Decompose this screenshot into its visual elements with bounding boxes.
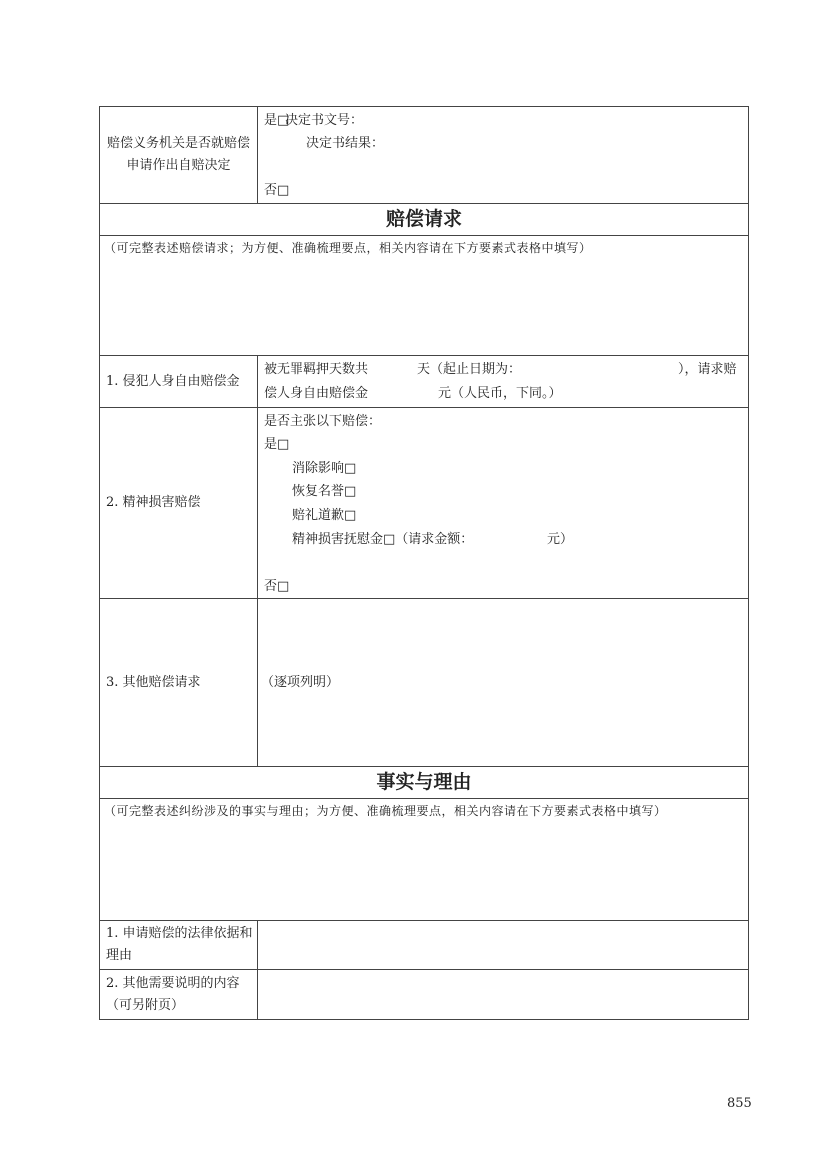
claim-section-title: 赔偿请求	[385, 208, 462, 230]
claim-other-row	[99, 599, 749, 767]
claim-freedom-row	[99, 356, 749, 408]
facts-other-notes-row	[99, 970, 749, 1020]
facts-other-notes-label: 2. 其他需要说明的内容（可另附页）	[100, 970, 258, 1019]
decision-value	[258, 107, 748, 203]
mental-yes-checkbox[interactable]: 是□	[264, 437, 290, 452]
claim-other-hint: （逐项列明）	[261, 674, 340, 690]
mental-no-checkbox[interactable]: 否□	[264, 579, 290, 594]
claim-mental-label: 2. 精神损害赔偿	[100, 408, 258, 598]
compensation-form	[99, 106, 749, 1020]
claim-hint-text: （可完整表述赔偿请求；为方便、准确梳理要点，相关内容请在下方要素式表格中填写）	[104, 241, 592, 255]
claim-freedom-label: 1. 侵犯人身自由赔偿金	[100, 356, 258, 407]
claim-freedom-value[interactable]	[258, 356, 748, 407]
freedom-amount-text: 偿人身自由赔偿金	[264, 386, 369, 401]
facts-hint-row[interactable]	[99, 799, 749, 921]
claim-other-label: 3. 其他赔偿请求	[100, 599, 258, 766]
freedom-dates-text: 天（起止日期为：	[417, 362, 522, 377]
facts-section-heading-row	[99, 767, 749, 799]
claim-section-heading-row	[99, 204, 749, 236]
freedom-request-text: ），请求赔	[678, 362, 737, 377]
page-number: 855	[727, 1096, 752, 1111]
claim-hint-row[interactable]	[99, 236, 749, 356]
mental-solatium-unit: 元）	[547, 532, 574, 547]
decision-result-label: 决定书结果：	[306, 136, 385, 151]
claim-mental-value	[258, 408, 748, 598]
claim-mental-row	[99, 408, 749, 599]
facts-other-notes-value[interactable]	[258, 970, 748, 1019]
mental-opt-solatium[interactable]: 精神损害抚慰金□（请求金额：	[292, 532, 474, 547]
claim-other-value[interactable]	[258, 599, 748, 766]
facts-legal-basis-label: 1. 申请赔偿的法律依据和理由	[100, 921, 258, 969]
facts-section-title: 事实与理由	[376, 771, 472, 793]
facts-hint-text: （可完整表述纠纷涉及的事实与理由；为方便、准确梳理要点，相关内容请在下方要素式表格中填写）	[104, 804, 667, 818]
decision-row	[99, 106, 749, 204]
decision-label: 赔偿义务机关是否就赔偿申请作出自赔决定	[100, 107, 258, 203]
decision-no-checkbox[interactable]: 否□	[264, 183, 290, 198]
decision-yes-checkbox[interactable]: 是□	[264, 113, 290, 128]
mental-opt-apology[interactable]: 赔礼道歉□	[292, 508, 357, 523]
facts-legal-basis-row	[99, 921, 749, 970]
freedom-currency-text: 元（人民币，下同。）	[438, 386, 562, 401]
mental-opt-restore[interactable]: 恢复名誉□	[292, 484, 357, 499]
mental-opt-eliminate[interactable]: 消除影响□	[292, 461, 357, 476]
decision-doc-no-label: 决定书文号：	[285, 113, 364, 128]
facts-legal-basis-value[interactable]	[258, 921, 748, 969]
freedom-days-text: 被无罪羁押天数共	[264, 362, 369, 377]
mental-question: 是否主张以下赔偿：	[264, 414, 382, 429]
